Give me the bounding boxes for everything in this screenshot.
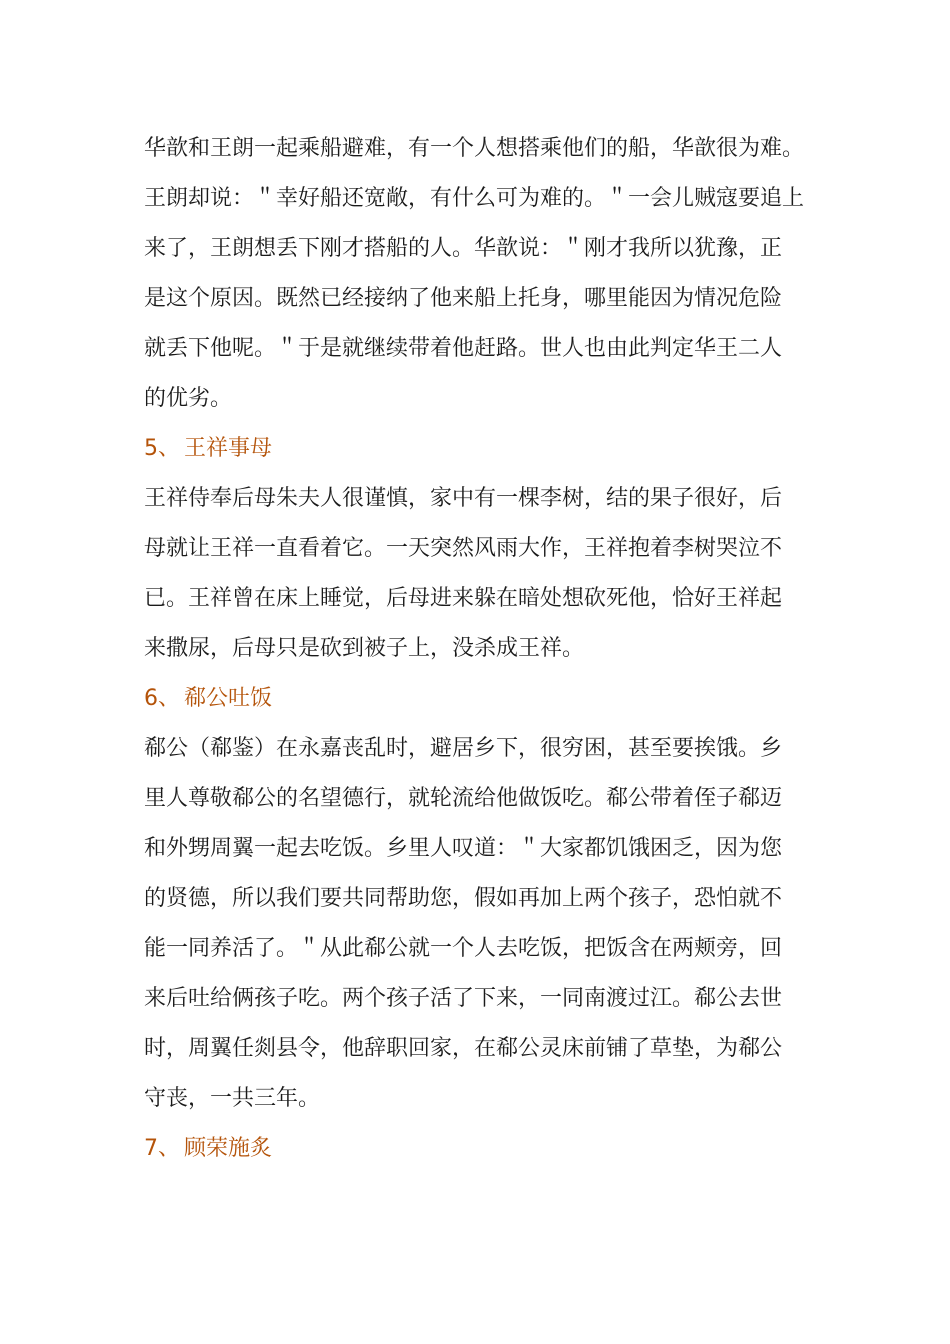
section-heading-5 — [144, 424, 809, 474]
text-line: 就丢下他呢。＂于是就继续带着他赶路。世人也由此判定华王二人 — [144, 336, 783, 361]
text-line: 时，周翼任剡县令，他辞职回家，在郗公灵床前铺了草垫，为郗公 — [144, 1036, 783, 1061]
text-line: 已。王祥曾在床上睡觉，后母进来躲在暗处想砍死他，恰好王祥起 — [144, 586, 783, 611]
heading-number: 6、 — [144, 686, 180, 711]
text-line: 来了，王朗想丢下刚才搭船的人。华歆说：＂刚才我所以犹豫，正 — [144, 236, 783, 261]
heading-number: 5、 — [144, 436, 180, 461]
heading-title: 王祥事母 — [184, 436, 273, 461]
text-line: 是这个原因。既然已经接纳了他来船上托身，哪里能因为情况危险 — [144, 286, 783, 311]
heading-number: 7、 — [144, 1136, 180, 1161]
heading-title: 顾荣施炙 — [184, 1136, 273, 1161]
text-line: 来撒尿，后母只是砍到被子上，没杀成王祥。 — [144, 636, 585, 661]
paragraph-xigong — [144, 724, 809, 1124]
text-line: 来后吐给俩孩子吃。两个孩子活了下来，一同南渡过江。郗公去世 — [144, 986, 783, 1011]
text-line: 王朗却说：＂幸好船还宽敞，有什么可为难的。＂一会儿贼寇要追上 — [144, 186, 805, 211]
section-heading-6 — [144, 674, 809, 724]
text-line: 的优劣。 — [144, 386, 233, 411]
text-line: 王祥侍奉后母朱夫人很谨慎，家中有一棵李树，结的果子很好，后 — [144, 486, 783, 511]
text-line: 母就让王祥一直看着它。一天突然风雨大作，王祥抱着李树哭泣不 — [144, 536, 783, 561]
text-line: 郗公（郗鉴）在永嘉丧乱时，避居乡下，很穷困，甚至要挨饿。乡 — [144, 736, 783, 761]
heading-title: 郗公吐饭 — [184, 686, 273, 711]
paragraph-wangxiang — [144, 474, 809, 674]
document-page — [144, 124, 809, 1174]
section-heading-7 — [144, 1124, 809, 1174]
text-line: 华歆和王朗一起乘船避难，有一个人想搭乘他们的船，华歆很为难。 — [144, 136, 805, 161]
text-line: 里人尊敬郗公的名望德行，就轮流给他做饭吃。郗公带着侄子郗迈 — [144, 786, 783, 811]
text-line: 能一同养活了。＂从此郗公就一个人去吃饭，把饭含在两颊旁，回 — [144, 936, 783, 961]
text-line: 和外甥周翼一起去吃饭。乡里人叹道：＂大家都饥饿困乏，因为您 — [144, 836, 783, 861]
text-line: 守丧，一共三年。 — [144, 1086, 321, 1111]
text-line: 的贤德，所以我们要共同帮助您，假如再加上两个孩子，恐怕就不 — [144, 886, 783, 911]
paragraph-huaxin-wanglang — [144, 124, 809, 424]
